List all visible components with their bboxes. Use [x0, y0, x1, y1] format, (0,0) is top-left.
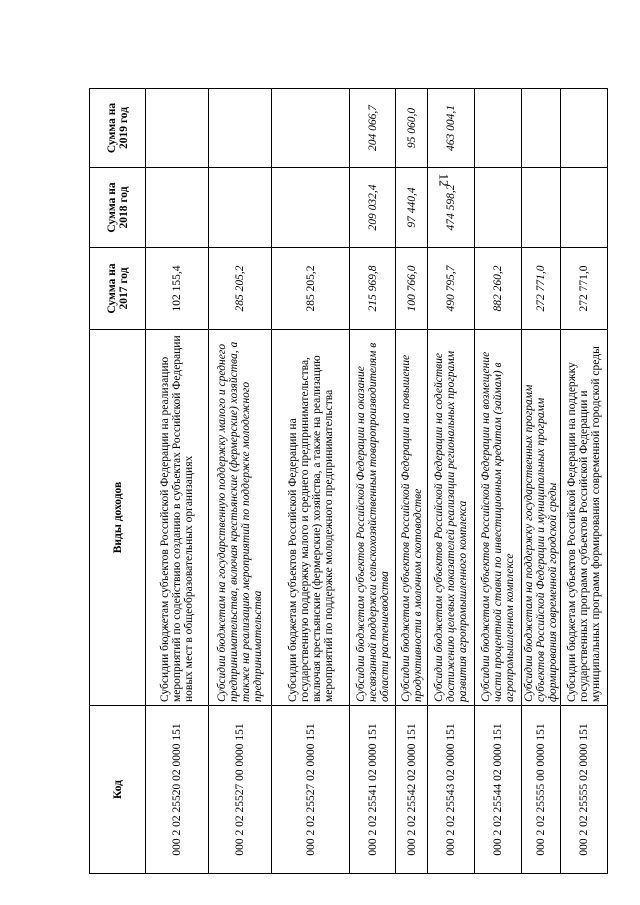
row-sum-2019 [475, 89, 522, 168]
row-sum-2017: 102 155,4 [146, 248, 209, 330]
table-row [350, 89, 396, 874]
row-description: Субсидии бюджетам субъектов Российской Федерации на реализацию мероприятий по содействию созданию в субъектах Российской Федерации новых мест в общеобразовательных организациях [146, 330, 209, 706]
row-sum-2019 [561, 89, 608, 168]
row-code: 000 2 02 25520 02 0000 151 [146, 706, 209, 874]
row-code: 000 2 02 25542 02 0000 151 [396, 706, 428, 874]
row-code: 000 2 02 25527 02 0000 151 [272, 706, 350, 874]
row-sum-2019 [209, 89, 272, 168]
row-sum-2017: 490 795,7 [428, 248, 475, 330]
row-description: Субсидии бюджетам субъектов Российской Федерации на оказание несвязанной поддержки сельскохозяйственным товаропроизводителям в области растениеводства [350, 330, 396, 706]
table-row [146, 89, 209, 874]
row-sum-2018 [475, 168, 522, 248]
row-code: 000 2 02 25555 02 0000 151 [561, 706, 608, 874]
row-code: 000 2 02 25527 00 0000 151 [209, 706, 272, 874]
table-row [475, 89, 522, 874]
row-code: 000 2 02 25543 02 0000 151 [428, 706, 475, 874]
row-description: Субсидии бюджетам субъектов Российской Федерации на поддержку государственных программ субъектов Российской Федерации и муниципальных программ формирования современной городской среды [561, 330, 608, 706]
row-sum-2019 [522, 89, 561, 168]
row-description: Субсидии бюджетам субъектов Российской Федерации на содействие достижению целевых показателей реализации региональных программ развития агропромышленного комплекса [428, 330, 475, 706]
header-sum-2018: Сумма на 2018 год [90, 168, 146, 248]
row-sum-2019 [146, 89, 209, 168]
header-sum-2019: Сумма на 2019 год [90, 89, 146, 168]
row-sum-2017: 882 260,2 [475, 248, 522, 330]
row-sum-2018 [522, 168, 561, 248]
row-description: Субсидии бюджетам субъектов Российской Федерации на государственную поддержку малого и среднего предпринимательства, включая крестьянские (фермерские) хозяйства, а также на реализацию мероприятий по поддержке молодежного предпринимательства [272, 330, 350, 706]
row-code: 000 2 02 25541 02 0000 151 [350, 706, 396, 874]
table-header-row [90, 89, 146, 874]
row-sum-2017: 285 205,2 [209, 248, 272, 330]
row-description: Субсидии бюджетам субъектов Российской Федерации на возмещение части процентной ставки по инвестиционным кредитам (займам) в агропромышленном комплексе [475, 330, 522, 706]
table-row [209, 89, 272, 874]
row-sum-2017: 100 766,0 [396, 248, 428, 330]
table-row [396, 89, 428, 874]
table-row [561, 89, 608, 874]
row-sum-2017: 272 771,0 [522, 248, 561, 330]
row-description: Субсидии бюджетам субъектов Российской Федерации на повышение продуктивности в молочном скотоводстве [396, 330, 428, 706]
header-sum-2017: Сумма на 2017 год [90, 248, 146, 330]
row-description: Субсидии бюджетам на государственную поддержку малого и среднего предпринимательства, включая крестьянские (фермерские) хозяйства, а также на реализацию мероприятий по поддержке молодежного предпринимательства [209, 330, 272, 706]
row-sum-2019: 204 066,7 [350, 89, 396, 168]
rotated-table-wrapper [89, 89, 602, 874]
row-sum-2019 [272, 89, 350, 168]
row-sum-2019: 463 004,1 [428, 89, 475, 168]
row-sum-2017: 272 771,0 [561, 248, 608, 330]
row-code: 000 2 02 25544 02 0000 151 [475, 706, 522, 874]
table-row [272, 89, 350, 874]
row-sum-2018 [146, 168, 209, 248]
row-sum-2018 [272, 168, 350, 248]
row-sum-2019: 95 060,0 [396, 89, 428, 168]
row-sum-2018 [209, 168, 272, 248]
table-row [522, 89, 561, 874]
row-sum-2018 [561, 168, 608, 248]
header-code: Код [90, 706, 146, 874]
header-revenue-type: Виды доходов [90, 330, 146, 706]
row-sum-2018: 474 598,2 [428, 168, 475, 248]
row-sum-2018: 209 032,4 [350, 168, 396, 248]
table-row [428, 89, 475, 874]
row-sum-2017: 215 969,8 [350, 248, 396, 330]
page-number: 12 [436, 173, 452, 187]
row-sum-2017: 285 205,2 [272, 248, 350, 330]
row-code: 000 2 02 25555 00 0000 151 [522, 706, 561, 874]
revenue-table [89, 88, 608, 874]
row-description: Субсидии бюджетам на поддержку государственных программ субъектов Российской Федерации и муниципальных программ формирования современной городской среды [522, 330, 561, 706]
row-sum-2018: 97 440,4 [396, 168, 428, 248]
